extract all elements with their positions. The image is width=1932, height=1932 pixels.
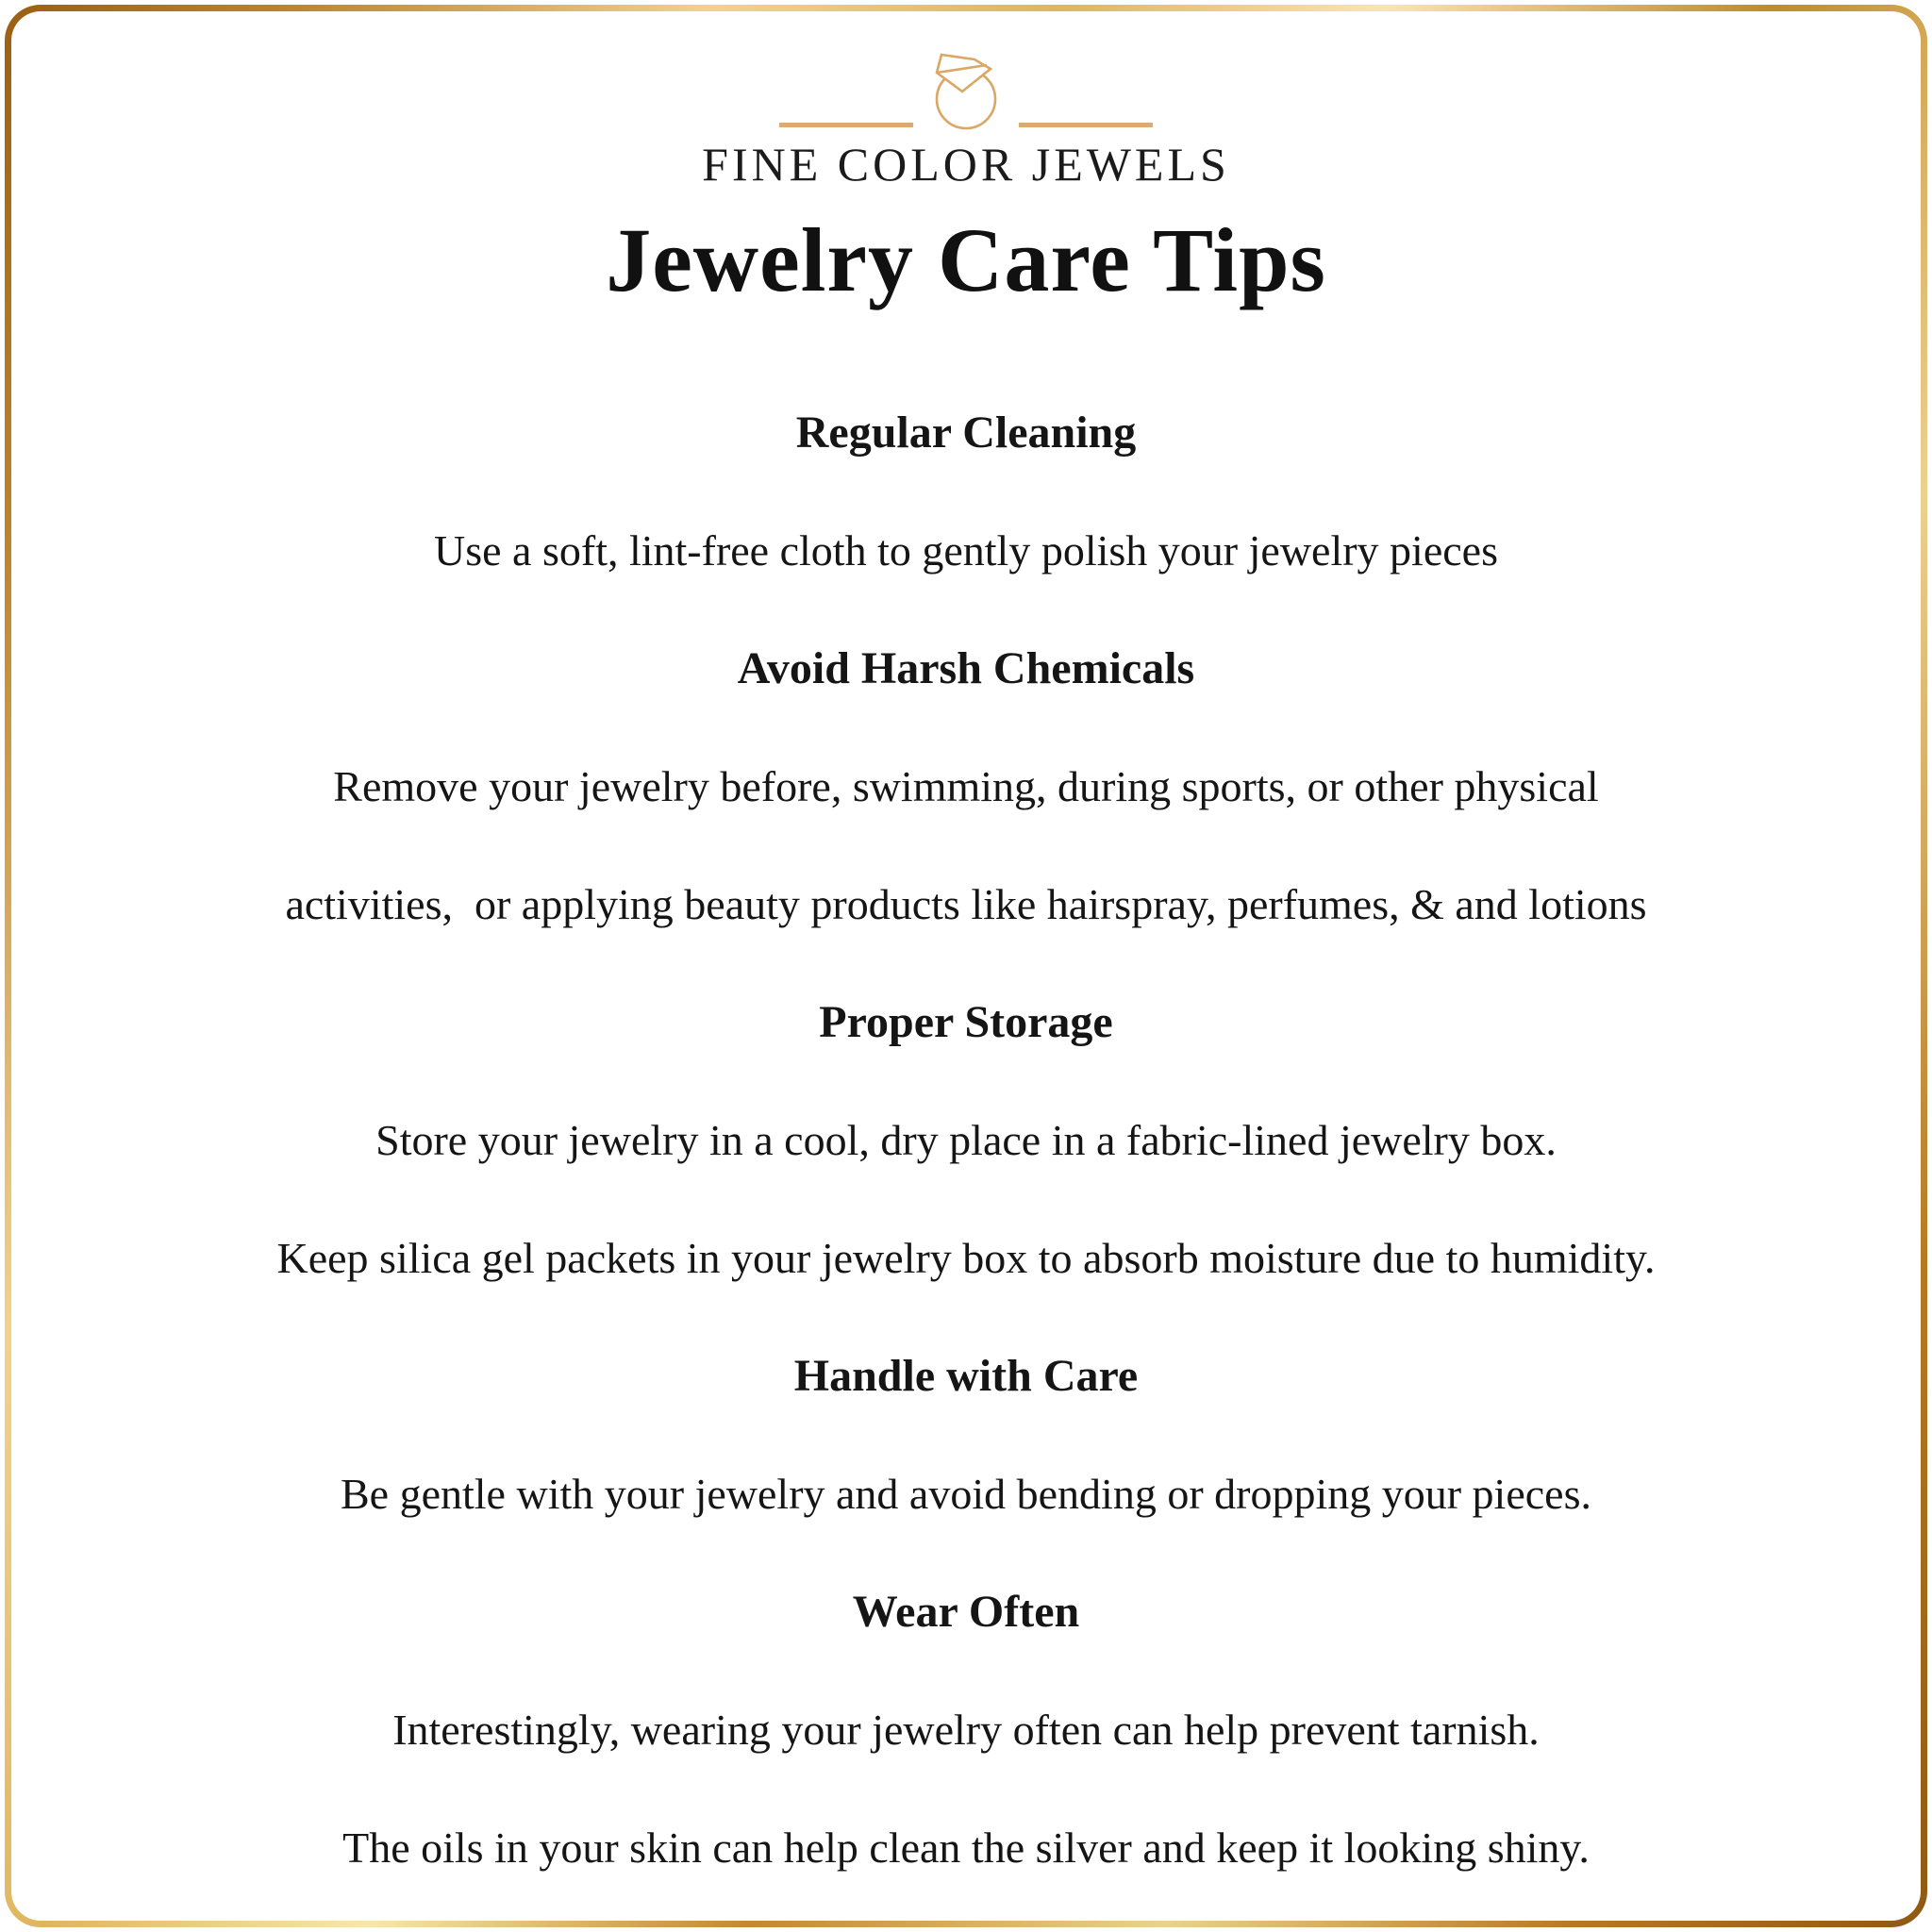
section-body-line: The oils in your skin can help clean the silver and keep it looking shiny. — [342, 1824, 1590, 1872]
card — [11, 11, 1921, 1921]
section-heading-wear-often: Wear Often — [852, 1587, 1080, 1637]
diamond-ring-icon — [908, 47, 1024, 138]
brand-logo — [779, 47, 1153, 138]
section-heading-proper-storage: Proper Storage — [819, 997, 1113, 1047]
section-body-line: Be gentle with your jewelry and avoid bending or dropping your pieces. — [340, 1470, 1591, 1518]
section-heading-regular-cleaning: Regular Cleaning — [795, 408, 1137, 458]
logo-right-rule — [1019, 123, 1153, 127]
section-body-line: activities, or applying beauty products like hairspray, perfumes, & and lotions — [285, 880, 1647, 928]
section-body-line: Keep silica gel packets in your jewelry box to absorb moisture due to humidity. — [276, 1234, 1656, 1282]
section-body-line: Use a soft, lint-free cloth to gently polish your jewelry pieces — [434, 526, 1498, 575]
section-body-line: Remove your jewelry before, swimming, during sports, or other physical — [333, 762, 1599, 810]
gold-border-frame — [5, 5, 1927, 1927]
section-heading-avoid-harsh-chemicals: Avoid Harsh Chemicals — [737, 643, 1195, 693]
page-title: Jewelry Care Tips — [606, 209, 1326, 310]
section-body-line: Store your jewelry in a cool, dry place in a fabric-lined jewelry box. — [375, 1116, 1557, 1164]
section-heading-handle-with-care: Handle with Care — [793, 1351, 1139, 1401]
brand-name: FINE COLOR JEWELS — [702, 138, 1230, 191]
logo-left-rule — [779, 123, 913, 127]
section-body-line: Interestingly, wearing your jewelry often can help prevent tarnish. — [392, 1706, 1540, 1754]
tips-content — [11, 406, 1921, 1875]
